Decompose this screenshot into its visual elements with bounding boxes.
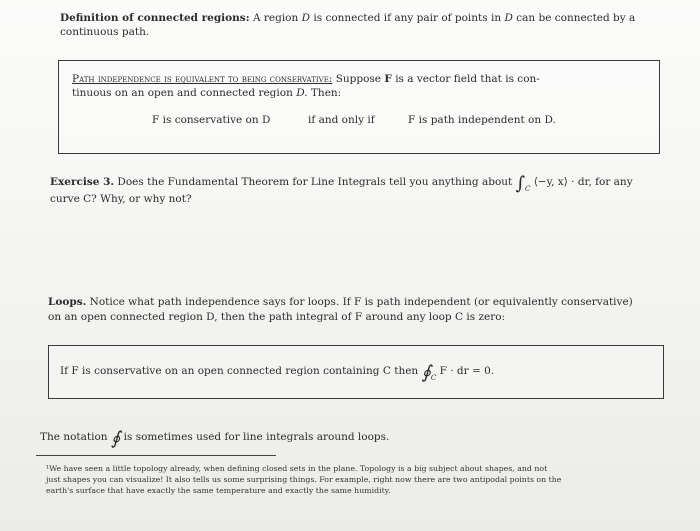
exercise-integral-expr: ⟨−y, x⟩ · dr,	[533, 176, 592, 188]
loop-box-expr: F · dr = 0.	[439, 365, 495, 377]
definition-paragraph	[60, 11, 670, 39]
contour-integral-icon: ∮	[421, 362, 431, 383]
definition-var-d-2: D	[504, 12, 513, 24]
theorem-line2-text: tinuous on an open and connected region	[72, 87, 293, 99]
theorem-line-1	[72, 72, 652, 86]
notation-before: The notation	[40, 431, 108, 443]
loop-box-statement	[60, 364, 655, 385]
definition-text-3: can be connected by a continuous path.	[60, 12, 636, 38]
theorem-heading: Path independence is equivalent to being conservative:	[72, 73, 333, 85]
theorem-stmt-mid: if and only if	[308, 114, 375, 126]
loops-text-1: Notice what path independence says for loops. If F is path independent (or equivalently conservative)	[89, 296, 633, 308]
contour-integral-notation-icon: ∮	[110, 428, 121, 449]
footnote-line-3: earth's surface that have exactly the same temperature and exactly the same humidity.	[46, 486, 391, 495]
theorem-var-f: F	[384, 73, 392, 85]
contour-subscript: C	[430, 374, 437, 382]
theorem-line-2	[72, 86, 652, 100]
loops-label: Loops.	[48, 296, 87, 308]
footnote-divider	[36, 455, 276, 456]
integral-subscript: C	[524, 185, 531, 193]
exercise-line-2: curve C? Why, or why not?	[50, 193, 192, 205]
theorem-line2-d: D.	[296, 87, 308, 99]
loop-box-text: If F is conservative on an open connected region containing C then	[60, 365, 419, 377]
notation-after: is sometimes used for line integrals around loops.	[123, 431, 390, 443]
theorem-line1-rest: is a vector field that is con-	[395, 73, 540, 85]
loops-line-1	[48, 295, 673, 309]
theorem-suppose: Suppose	[335, 73, 382, 85]
footnote-line-2: just shapes you can visualize! It also tells us some surprising things. For example, right now there are two antipodal points on the	[46, 475, 562, 484]
definition-text-2: is connected if any pair of points in	[313, 12, 502, 24]
theorem-stmt-left: F is conservative on D	[152, 114, 271, 126]
loops-line-2: on an open connected region D, then the path integral of F around any loop C is zero:	[48, 311, 506, 323]
theorem-line2-then: Then:	[310, 87, 342, 99]
exercise-text-2: for any	[595, 176, 633, 188]
exercise-label: Exercise 3.	[50, 176, 115, 188]
footnote-line-1: ¹We have seen a little topology already, when defining closed sets in the plane. Topology is a big subject about shapes, and not	[46, 464, 548, 473]
exercise-text-1: Does the Fundamental Theorem for Line Integrals tell you anything about	[117, 176, 513, 188]
integral-icon: ∫	[515, 173, 525, 194]
definition-heading: Definition of connected regions:	[60, 12, 250, 24]
notation-line	[40, 428, 660, 449]
definition-text-1: A region	[252, 12, 299, 24]
definition-var-d: D	[301, 12, 311, 24]
theorem-stmt-right: F is path independent on D.	[408, 114, 556, 126]
